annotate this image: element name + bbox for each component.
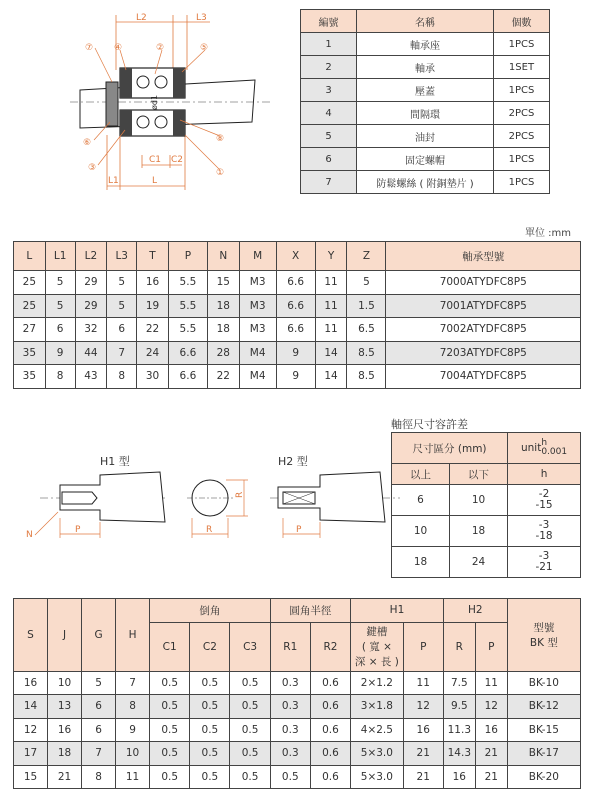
dimension-row-cell: 25	[14, 294, 46, 318]
section-r-bottom-label: R	[206, 525, 213, 535]
label-d1: ød1	[150, 94, 159, 110]
dimension-row	[14, 365, 581, 389]
bk-row-cell: 16	[403, 718, 443, 742]
bk-row-cell: 21	[403, 765, 443, 789]
bk-row-cell: BK-10	[507, 671, 580, 695]
parts-row-cell: 2PCS	[494, 125, 550, 148]
dimension-row-cell: 5	[347, 271, 386, 295]
tolerance-h-cell	[508, 516, 581, 547]
parts-row-cell: 1PCS	[494, 171, 550, 194]
dimension-header-cell: N	[207, 242, 239, 271]
parts-header-row	[301, 10, 550, 33]
section-r-side-label: R	[235, 491, 245, 498]
bk-row-cell: 0.5	[150, 671, 190, 695]
dimension-row-cell: M4	[239, 365, 276, 389]
bk-row-cell: 11	[116, 765, 150, 789]
parts-row	[301, 33, 550, 56]
bk-header-keyway	[351, 622, 404, 671]
dimension-table	[13, 241, 581, 389]
bk-row-cell: BK-15	[507, 718, 580, 742]
bk-row-cell: 0.5	[230, 695, 270, 719]
tolerance-row	[392, 485, 581, 516]
dimension-row-cell: 6.6	[276, 294, 315, 318]
bk-row-cell: 0.6	[310, 765, 350, 789]
bk-row-cell: 21	[403, 742, 443, 766]
tolerance-h-cell	[508, 485, 581, 516]
bk-row-cell: 0.6	[310, 742, 350, 766]
parts-row-cell: 6	[301, 148, 357, 171]
dimension-row-cell: 18	[207, 294, 239, 318]
bk-header-c1: C1	[150, 622, 190, 671]
dimension-row	[14, 341, 581, 365]
bk-row-cell: 21	[48, 765, 82, 789]
bk-header-h2-r: R	[443, 622, 475, 671]
dimension-row-cell: 29	[75, 294, 107, 318]
bk-row-cell: 7.5	[443, 671, 475, 695]
tolerance-cell: 6	[392, 485, 450, 516]
tolerance-title: 軸徑尺寸容許差	[391, 418, 468, 431]
bk-header-h2: H2	[443, 599, 507, 623]
dimension-row-cell: 8.5	[347, 341, 386, 365]
bk-row-cell: 0.5	[150, 765, 190, 789]
dimension-row-cell: M3	[239, 271, 276, 295]
parts-row-cell: 1SET	[494, 56, 550, 79]
parts-row	[301, 56, 550, 79]
bk-header-c3: C3	[230, 622, 270, 671]
dimension-row-cell: 6	[45, 318, 75, 342]
dimension-row-cell: 7	[107, 341, 137, 365]
tolerance-header-range: 尺寸區分 (mm)	[392, 433, 508, 464]
tolerance-header-unit	[508, 433, 581, 464]
bk-row-cell: 0.6	[310, 671, 350, 695]
bk-row-cell: 0.6	[310, 718, 350, 742]
label-c2: C2	[171, 155, 184, 165]
parts-row-cell: 1	[301, 33, 357, 56]
dimension-header-cell: T	[137, 242, 169, 271]
dimension-row-cell: 14	[315, 365, 347, 389]
dimension-header-cell: Z	[347, 242, 386, 271]
callout-8: ⑧	[216, 134, 225, 144]
dimension-row-cell: 9	[276, 365, 315, 389]
bk-row-cell: 11	[403, 671, 443, 695]
bk-row-cell: BK-20	[507, 765, 580, 789]
dimension-row-cell: 24	[137, 341, 169, 365]
dimension-row-cell: 14	[315, 341, 347, 365]
dimension-header-cell: P	[168, 242, 207, 271]
bk-row-cell: 6	[82, 695, 116, 719]
bk-header-h: H	[116, 599, 150, 672]
parts-row-cell: 防鬆螺絲 ( 附銅墊片 )	[357, 171, 494, 194]
bk-header-chamfer: 倒角	[150, 599, 271, 623]
parts-header-no: 編號	[301, 10, 357, 33]
dimension-row-cell: 22	[137, 318, 169, 342]
h2-type-label: H2 型	[278, 455, 308, 468]
bk-header-model	[507, 599, 580, 672]
tolerance-sub-h: h	[508, 464, 581, 485]
bk-header-keyway-2: ( 寬 ×	[361, 641, 392, 653]
bk-row-cell: 16	[14, 671, 48, 695]
parts-row-cell: 1PCS	[494, 79, 550, 102]
parts-header-qty: 個數	[494, 10, 550, 33]
bk-header-keyway-3: 深 × 長 )	[354, 656, 399, 668]
tolerance-h-value: -15	[535, 499, 553, 511]
callout-4: ④	[114, 43, 123, 53]
tolerance-cell: 24	[450, 547, 508, 578]
tolerance-cell: 10	[392, 516, 450, 547]
bk-row-cell: 18	[48, 742, 82, 766]
dimension-row-cell: 7203ATYDFC8P5	[386, 341, 581, 365]
tolerance-h-value: -3	[538, 519, 550, 531]
parts-row-cell: 2	[301, 56, 357, 79]
bk-row-cell: 0.5	[150, 695, 190, 719]
bk-row-cell: 0.5	[270, 765, 310, 789]
bk-row-cell: 12	[14, 718, 48, 742]
parts-row-cell: 5	[301, 125, 357, 148]
dimension-row-cell: 25	[14, 271, 46, 295]
tolerance-cell: 18	[392, 547, 450, 578]
bk-row-cell: 0.3	[270, 695, 310, 719]
dimension-row-cell: 9	[45, 341, 75, 365]
dimension-row-cell: 18	[207, 318, 239, 342]
dimension-header-cell: L	[14, 242, 46, 271]
parts-row-cell: 2PCS	[494, 102, 550, 125]
bk-row-cell: 0.5	[190, 765, 230, 789]
unit-label: 單位 :mm	[524, 228, 571, 239]
tolerance-h-value: -2	[538, 488, 550, 500]
h2-p-label: P	[296, 525, 302, 535]
bk-row-cell: 0.5	[150, 718, 190, 742]
dimension-row	[14, 318, 581, 342]
bk-row-cell: 16	[475, 718, 507, 742]
tolerance-subheader-row	[392, 464, 581, 485]
bk-row-cell: 5×3.0	[351, 765, 404, 789]
label-l: L	[152, 176, 158, 186]
dimension-row	[14, 271, 581, 295]
tolerance-unit-sup: h	[541, 438, 548, 448]
bk-header-model-line2: BK 型	[529, 636, 558, 649]
bk-row-cell: 16	[48, 718, 82, 742]
dimension-row-cell: 44	[75, 341, 107, 365]
bk-header-c2: C2	[190, 622, 230, 671]
bk-row-cell: 12	[475, 695, 507, 719]
bk-row-cell: 15	[14, 765, 48, 789]
dimension-row-cell: 5.5	[168, 271, 207, 295]
dimension-row-cell: 9	[276, 341, 315, 365]
bk-row-cell: 10	[116, 742, 150, 766]
dimension-row-cell: 28	[207, 341, 239, 365]
bk-row	[14, 695, 581, 719]
bk-row-cell: 9.5	[443, 695, 475, 719]
bk-header-r1: R1	[270, 622, 310, 671]
bk-row-cell: 7	[116, 671, 150, 695]
tolerance-cell: 10	[450, 485, 508, 516]
tolerance-h-value: -18	[535, 530, 553, 542]
dimension-row-cell: 6.5	[347, 318, 386, 342]
bk-row-cell: 0.3	[270, 671, 310, 695]
bk-row	[14, 671, 581, 695]
parts-row-cell: 1PCS	[494, 33, 550, 56]
parts-row-cell: 壓蓋	[357, 79, 494, 102]
bk-row-cell: 0.3	[270, 742, 310, 766]
dimension-row	[14, 294, 581, 318]
dimension-row-cell: 27	[14, 318, 46, 342]
dimension-header-cell: L2	[75, 242, 107, 271]
dimension-row-cell: 5	[107, 294, 137, 318]
tolerance-table	[391, 432, 581, 578]
parts-row	[301, 79, 550, 102]
label-l2: L2	[136, 13, 147, 23]
bk-row-cell: 7	[82, 742, 116, 766]
h1-n-label: N	[26, 530, 33, 540]
bk-row	[14, 718, 581, 742]
dimension-row-cell: 5.5	[168, 318, 207, 342]
dimension-row-cell: 6.6	[276, 271, 315, 295]
parts-table	[300, 9, 550, 194]
h1-p-label: P	[75, 525, 81, 535]
dimension-row-cell: 7001ATYDFC8P5	[386, 294, 581, 318]
bk-header-radius: 圓角半徑	[270, 599, 350, 623]
dimension-row-cell: 1.5	[347, 294, 386, 318]
label-l1: L1	[108, 176, 119, 186]
bk-row-cell: 14.3	[443, 742, 475, 766]
tolerance-h-value: -3	[538, 550, 550, 562]
bk-row-cell: 4×2.5	[351, 718, 404, 742]
parts-row	[301, 171, 550, 194]
dimension-row-cell: 6.6	[276, 318, 315, 342]
dimension-row-cell: 6.6	[168, 365, 207, 389]
parts-row	[301, 125, 550, 148]
dimension-row-cell: 11	[315, 294, 347, 318]
parts-row	[301, 102, 550, 125]
bk-row-cell: 8	[116, 695, 150, 719]
bk-row-cell: 10	[48, 671, 82, 695]
bk-row-cell: 0.5	[230, 718, 270, 742]
dimension-row-cell: 8	[45, 365, 75, 389]
bk-row-cell: 17	[14, 742, 48, 766]
dimension-row-cell: 15	[207, 271, 239, 295]
dimension-row-cell: 6	[107, 318, 137, 342]
parts-row-cell: 3	[301, 79, 357, 102]
parts-row-cell: 固定螺帽	[357, 148, 494, 171]
bk-row-cell: 5×3.0	[351, 742, 404, 766]
bk-header-j: J	[48, 599, 82, 672]
bk-row-cell: 9	[116, 718, 150, 742]
dimension-row-cell: M3	[239, 318, 276, 342]
bk-row-cell: 6	[82, 718, 116, 742]
dimension-row-cell: 5	[45, 271, 75, 295]
dimension-header-cell: Y	[315, 242, 347, 271]
callout-7: ⑦	[85, 43, 94, 53]
callout-3: ③	[88, 163, 97, 173]
dimension-row-cell: 7004ATYDFC8P5	[386, 365, 581, 389]
tolerance-unit-sub: 0.001	[541, 447, 568, 457]
dimension-row-cell: 16	[137, 271, 169, 295]
shaft-type-drawing	[20, 440, 400, 610]
dimension-row-cell: M4	[239, 341, 276, 365]
bk-row-cell: 0.5	[190, 742, 230, 766]
bk-row-cell: 12	[403, 695, 443, 719]
dimension-row-cell: 32	[75, 318, 107, 342]
bk-header-g: G	[82, 599, 116, 672]
tolerance-row	[392, 547, 581, 578]
parts-row-cell: 油封	[357, 125, 494, 148]
dimension-row-cell: 8.5	[347, 365, 386, 389]
callout-6: ⑥	[83, 138, 92, 148]
bk-header-model-line1: 型號	[533, 621, 555, 634]
parts-row-cell: 7	[301, 171, 357, 194]
dimension-row-cell: 5	[107, 271, 137, 295]
dimension-row-cell: 7000ATYDFC8P5	[386, 271, 581, 295]
bk-row-cell: 0.5	[230, 742, 270, 766]
bk-header-keyway-1: 鍵槽	[366, 626, 388, 638]
bk-row-cell: 0.3	[270, 718, 310, 742]
callout-5: ⑤	[200, 43, 209, 53]
bk-row-cell: 3×1.8	[351, 695, 404, 719]
dimension-row-cell: 11	[315, 318, 347, 342]
dimension-header-cell: M	[239, 242, 276, 271]
parts-row-cell: 軸承座	[357, 33, 494, 56]
dimension-row-cell: 5.5	[168, 294, 207, 318]
dimension-row-cell: 6.6	[168, 341, 207, 365]
tolerance-sub-above: 以上	[392, 464, 450, 485]
dimension-row-cell: 22	[207, 365, 239, 389]
bk-row	[14, 742, 581, 766]
dimension-header-row	[14, 242, 581, 271]
dimension-row-cell: 11	[315, 271, 347, 295]
dimension-row-cell: 19	[137, 294, 169, 318]
bk-row-cell: 0.5	[230, 671, 270, 695]
parts-row-cell: 軸承	[357, 56, 494, 79]
dimension-header-cell: X	[276, 242, 315, 271]
bk-row-cell: 13	[48, 695, 82, 719]
dimension-header-cell: 軸承型號	[386, 242, 581, 271]
bk-row-cell: 11	[475, 671, 507, 695]
tolerance-h-cell	[508, 547, 581, 578]
dimension-header-cell: L1	[45, 242, 75, 271]
bk-header-r2: R2	[310, 622, 350, 671]
bk-header-h2-p: P	[475, 622, 507, 671]
bk-row-cell: 21	[475, 765, 507, 789]
callout-2: ②	[156, 43, 165, 53]
label-l3: L3	[196, 13, 207, 23]
dimension-row-cell: 7002ATYDFC8P5	[386, 318, 581, 342]
bk-row-cell: BK-12	[507, 695, 580, 719]
parts-row-cell: 1PCS	[494, 148, 550, 171]
dimension-row-cell: 35	[14, 365, 46, 389]
tolerance-h-value: -21	[535, 561, 553, 573]
tolerance-row	[392, 516, 581, 547]
callout-1: ①	[216, 168, 225, 178]
bk-row-cell: 0.5	[150, 742, 190, 766]
bk-row-cell: 8	[82, 765, 116, 789]
dimension-row-cell: 5	[45, 294, 75, 318]
bk-row-cell: BK-17	[507, 742, 580, 766]
bk-row-cell: 21	[475, 742, 507, 766]
tolerance-cell: 18	[450, 516, 508, 547]
bk-row-cell: 0.6	[310, 695, 350, 719]
tolerance-unit-text: unit	[520, 442, 542, 454]
bk-row	[14, 765, 581, 789]
dimension-row-cell: 43	[75, 365, 107, 389]
dimension-row-cell: M3	[239, 294, 276, 318]
bk-row-cell: 2×1.2	[351, 671, 404, 695]
assembly-drawing	[70, 10, 310, 210]
bk-header-row-1	[14, 599, 581, 623]
tolerance-header-row	[392, 433, 581, 464]
dimension-row-cell: 35	[14, 341, 46, 365]
bk-row-cell: 11.3	[443, 718, 475, 742]
parts-header-name: 名稱	[357, 10, 494, 33]
tolerance-sub-below: 以下	[450, 464, 508, 485]
dimension-row-cell: 8	[107, 365, 137, 389]
bk-row-cell: 0.5	[190, 671, 230, 695]
bk-row-cell: 14	[14, 695, 48, 719]
bk-header-h1: H1	[351, 599, 444, 623]
dimension-row-cell: 30	[137, 365, 169, 389]
bk-header-s: S	[14, 599, 48, 672]
label-c1: C1	[149, 155, 162, 165]
h1-type-label: H1 型	[100, 455, 130, 468]
parts-row-cell: 4	[301, 102, 357, 125]
bk-table	[13, 598, 581, 789]
bk-row-cell: 16	[443, 765, 475, 789]
bk-row-cell: 0.5	[190, 718, 230, 742]
bk-row-cell: 0.5	[190, 695, 230, 719]
bk-row-cell: 5	[82, 671, 116, 695]
bk-row-cell: 0.5	[230, 765, 270, 789]
parts-row	[301, 148, 550, 171]
bk-header-h1-p: P	[403, 622, 443, 671]
parts-row-cell: 間隔環	[357, 102, 494, 125]
dimension-header-cell: L3	[107, 242, 137, 271]
dimension-row-cell: 29	[75, 271, 107, 295]
